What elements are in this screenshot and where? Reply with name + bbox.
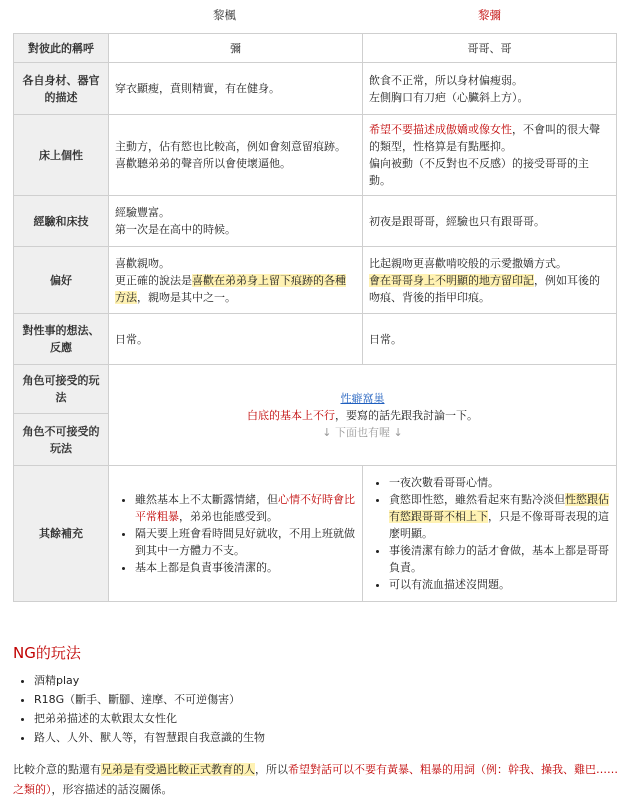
- cell-line: 喜歡聽弟弟的聲音所以會使壞逼他。: [115, 157, 291, 170]
- list-item: • 基本上都是負責事後清潔的。: [135, 559, 356, 576]
- red-text: 希望不要描述成傲嬌或像女性: [369, 123, 512, 136]
- header-left-name: 黎楓: [213, 8, 236, 22]
- cell-text: ，親吻是其中之一。: [137, 290, 236, 304]
- cell-text: ，要寫的話先跟我討論一下。: [335, 408, 478, 422]
- row-label: 偏好: [14, 247, 109, 314]
- cell-left: 彌: [109, 34, 363, 63]
- red-text: 心情不好時會比平常粗暴: [135, 493, 355, 523]
- ng-title: NG的玩法: [13, 644, 81, 662]
- list-item: • 路人、人外、獸人等，有智慧跟自我意識的生物: [34, 728, 613, 747]
- footer-text: ，形容描述的話沒關係。: [51, 783, 173, 796]
- list-item: [135, 491, 356, 525]
- list-item: [389, 491, 610, 542]
- ng-list: [13, 671, 613, 747]
- cell-right: 哥哥、哥: [363, 34, 617, 63]
- cell-left: 日常。: [109, 314, 363, 365]
- merged-cell: [109, 365, 617, 466]
- table-row: [14, 115, 617, 196]
- cell-line: 比起親吻更喜歡啃咬般的示愛撒嬌方式。: [369, 256, 567, 270]
- down-note: ↓ 下面也有喔 ↓: [322, 425, 403, 439]
- header-right-name: 黎彌: [478, 8, 501, 22]
- kink-link[interactable]: 性癖窩巢: [340, 391, 385, 405]
- cell-left: [109, 247, 363, 314]
- cell-line: [115, 407, 610, 424]
- cell-line: 主動方，佔有慾也比較高，例如會刻意留痕跡。: [115, 140, 346, 153]
- list-item: • 事後清潔有餘力的話才會做，基本上都是哥哥負責。: [389, 542, 610, 576]
- red-text: 白底的基本上不行: [247, 408, 335, 422]
- footer-text: 比較介意的點還有: [13, 763, 101, 776]
- cell-line: [369, 272, 610, 306]
- cell-line: 經驗豐富。: [115, 206, 170, 219]
- cell-line: 飲食不正常，所以身材偏瘦弱。: [369, 73, 523, 87]
- cell-line: 喜歡親吻。: [115, 256, 170, 270]
- cell-text: ，只是不像哥哥表現的這麼明顯。: [389, 510, 609, 540]
- cell-line: [115, 272, 356, 306]
- red-text: 希望對話可以不要有黃暴、粗暴的用詞（例：幹我、操我、雞巴……之類的）: [13, 763, 618, 796]
- cell-line: [369, 121, 610, 155]
- cell-text: ，弟弟也能感受到。: [179, 510, 278, 523]
- row-label: 各自身材、器官的描述: [14, 63, 109, 115]
- footer-text: ，所以: [255, 763, 288, 776]
- table-row: [14, 34, 617, 63]
- cell-text: ，不會叫的很大聲的類型，性格算是有點壓抑。: [369, 123, 600, 153]
- list-item: • 把弟弟描述的太軟跟太女性化: [34, 709, 613, 728]
- row-label: 對彼此的稱呼: [14, 34, 109, 63]
- row-label: 角色不可接受的玩法: [14, 414, 109, 466]
- list-item: • 酒精play: [34, 671, 613, 690]
- cell-right: [363, 115, 617, 196]
- list-item: • 一夜次數看哥哥心情。: [389, 474, 610, 491]
- cell-right: 日常。: [363, 314, 617, 365]
- cell-left: [109, 115, 363, 196]
- table-row: [14, 247, 617, 314]
- highlight-text: 會在哥哥身上不明顯的地方留印記: [369, 273, 534, 287]
- list-item: • 可以有流血描述沒問題。: [389, 576, 610, 593]
- cell-left: 穿衣顯瘦，賁則精實，有在健身。: [109, 63, 363, 115]
- cell-line: 偏向被動（不反對也不反感）的接受哥哥的主動。: [369, 157, 589, 187]
- row-label: 經驗和床技: [14, 196, 109, 247]
- row-label: 床上個性: [14, 115, 109, 196]
- table-row: [14, 365, 617, 414]
- cell-left: [109, 196, 363, 247]
- table-row: [14, 63, 617, 115]
- cell-text: 雖然基本上不太斷露情緒，但: [135, 493, 278, 506]
- row-label: 其餘補充: [14, 466, 109, 602]
- profile-table: [13, 33, 617, 602]
- bullet-list: [115, 491, 356, 576]
- highlight-text: 性慾跟佔有慾跟哥哥不相上下: [389, 493, 609, 523]
- cell-text: ，例如耳後的吻痕、背後的指甲印痕。: [369, 273, 600, 304]
- cell-right: [363, 466, 617, 602]
- cell-left: [109, 466, 363, 602]
- cell-right: [363, 247, 617, 314]
- list-item: • R18G（斷手、斷腳、達摩、不可逆傷害）: [34, 690, 613, 709]
- table-row: [14, 466, 617, 602]
- highlight-text: 兄弟是有受過比較正式教育的人: [101, 763, 255, 776]
- cell-line: 第一次是在高中的時候。: [115, 223, 236, 236]
- footer-paragraph: [13, 760, 618, 800]
- cell-line: 左側胸口有刀疤（心臟斜上方）。: [369, 90, 529, 104]
- table-row: [14, 196, 617, 247]
- cell-right: 初夜是跟哥哥，經驗也只有跟哥哥。: [363, 196, 617, 247]
- bullet-list: [369, 474, 610, 593]
- row-label: 角色可接受的玩法: [14, 365, 109, 414]
- cell-text: 更正確的說法是: [115, 273, 192, 287]
- highlight-text: 喜歡在弟弟身上留下痕跡的各種方法: [115, 273, 346, 304]
- table-row: [14, 314, 617, 365]
- list-item: • 隔天要上班會看時間見好就收，不用上班就做到其中一方體力不支。: [135, 525, 356, 559]
- cell-right: [363, 63, 617, 115]
- row-label: 對性事的想法、反應: [14, 314, 109, 365]
- cell-text: 貪慾即性慾，雖然看起來有點冷淡但: [389, 493, 565, 506]
